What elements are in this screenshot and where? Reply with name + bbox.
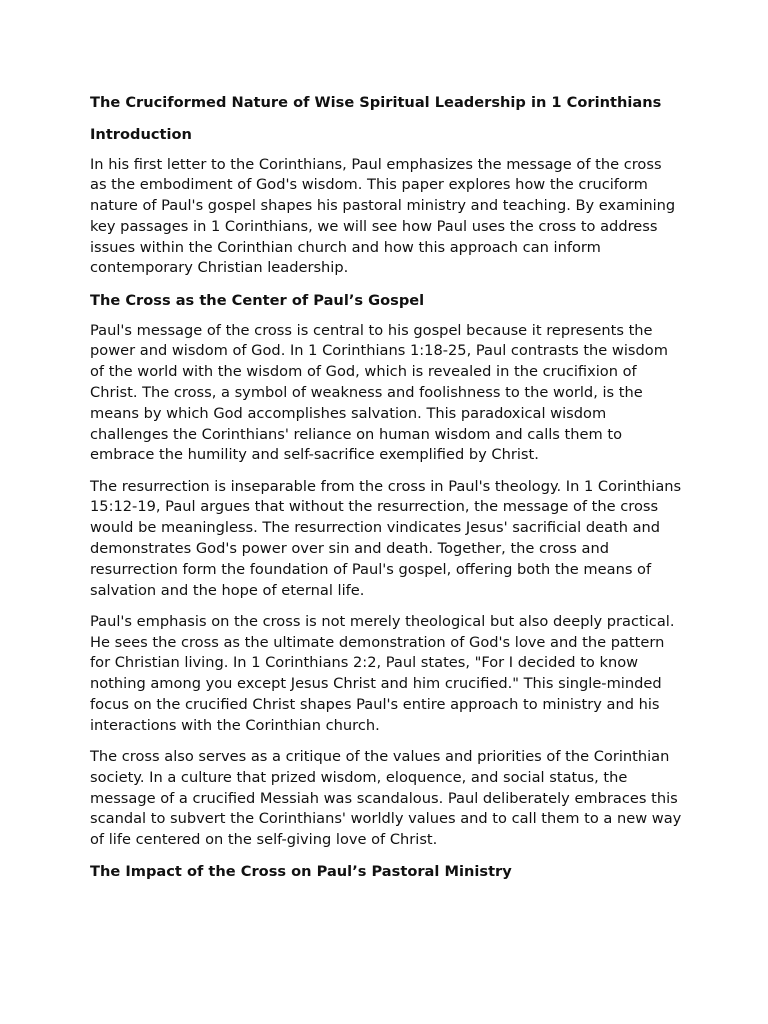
paragraph: Paul's message of the cross is central to his gospel because it represents the power and wisdom of God. In 1 Corinthians 1:18-25, Paul contrasts the wisdom of the world with the wisdom of God, which is revealed in the crucifixion of Christ. The cross, a symbol of weakness and foolishness to the world, is the means by which God accomplishes salvation. This paradoxical wisdom challenges the Corinthians' reliance on human wisdom and calls them to embrace the humility and self-sacrifice exemplified by Christ. bbox=[90, 321, 668, 464]
section-heading-pastoral-impact: The Impact of the Cross on Paul’s Pastoral Ministry bbox=[90, 863, 512, 881]
section-introduction bbox=[90, 124, 682, 280]
paragraph: The resurrection is inseparable from the cross in Paul's theology. In 1 Corinthians 15:12-19, Paul argues that without the resurrection, the message of the cross would be meaningless. The resurrection vindicates Jesus' sacrificial death and demonstrates God's power over sin and death. Together, the cross and resurrection form the foundation of Paul's gospel, offering both the means of salvation and the hope of eternal life. bbox=[90, 477, 682, 599]
section-heading-cross-center: The Cross as the Center of Paul’s Gospel bbox=[90, 291, 425, 309]
section-pastoral-impact bbox=[90, 861, 682, 882]
section-cross-center bbox=[90, 290, 682, 851]
paragraph: Paul's emphasis on the cross is not merely theological but also deeply practical. He sees the cross as the ultimate demonstration of God's love and the pattern for Christian living. In 1 Corinthians 2:2, Paul states, "For I decided to know nothing among you except Jesus Christ and him crucified." This single-minded focus on the crucified Christ shapes Paul's entire approach to ministry and his interactions with the Corinthian church. bbox=[90, 612, 675, 734]
paragraph: The cross also serves as a critique of the values and priorities of the Corinthian society. In a culture that prized wisdom, eloquence, and social status, the message of a crucified Messiah was scandalous. Paul deliberately embraces this scandal to subvert the Corinthians' worldly values and to call them to a new way of life centered on the self-giving love of Christ. bbox=[90, 747, 682, 849]
document-title: The Cruciformed Nature of Wise Spiritual Leadership in 1 Corinthians bbox=[90, 94, 662, 111]
document-page bbox=[90, 92, 682, 892]
paragraph: In his first letter to the Corinthians, Paul emphasizes the message of the cross as the embodiment of God's wisdom. This paper explores how the cruciform nature of Paul's gospel shapes his pastoral ministry and teaching. By examining key passages in 1 Corinthians, we will see how Paul uses the cross to address issues within the Corinthian church and how this approach can inform contemporary Christian leadership. bbox=[90, 155, 676, 277]
section-heading-introduction: Introduction bbox=[90, 125, 192, 143]
